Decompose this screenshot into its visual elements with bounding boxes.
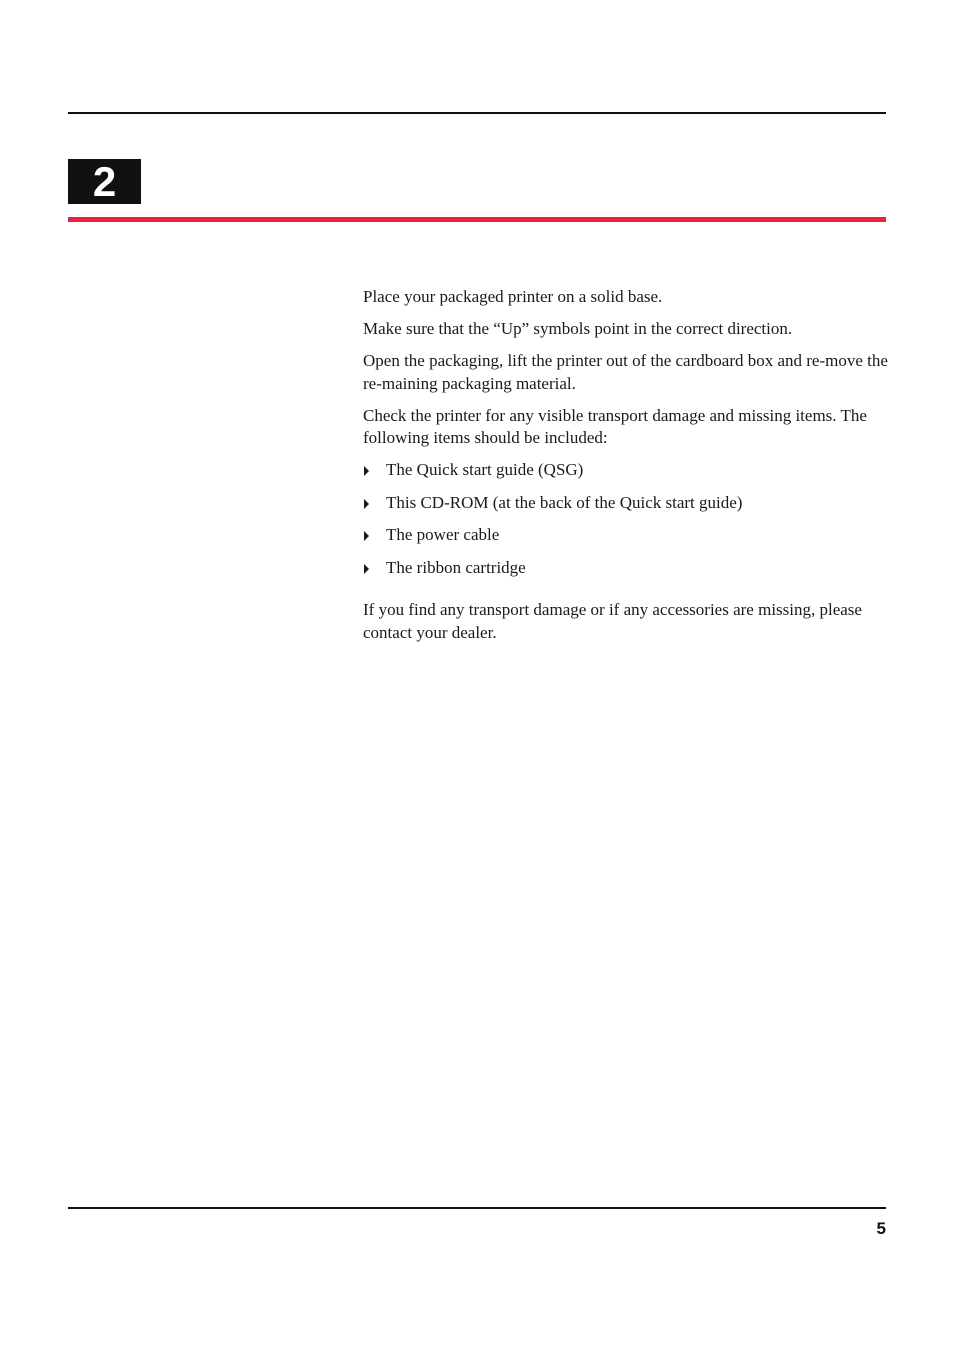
list-item	[363, 557, 888, 580]
paragraph-place-printer: Place your packaged printer on a solid base.	[363, 287, 663, 306]
included-items-list	[363, 459, 888, 579]
paragraph-open-packaging: Open the packaging, lift the printer out of the cardboard box and re-move the re-maining packaging material.	[363, 351, 888, 393]
list-item	[363, 524, 888, 547]
triangle-bullet-icon	[364, 466, 369, 476]
list-item	[363, 459, 888, 482]
footer-rule	[68, 1207, 886, 1209]
triangle-bullet-icon	[364, 564, 369, 574]
triangle-bullet-icon	[364, 531, 369, 541]
header-rule	[68, 112, 886, 114]
paragraph-contact-dealer: If you find any transport damage or if any accessories are missing, please contact your dealer.	[363, 600, 862, 642]
chapter-number-box	[68, 159, 141, 204]
list-item-label: This CD-ROM (at the back of the Quick start guide)	[386, 492, 743, 512]
triangle-bullet-icon	[364, 499, 369, 509]
page-number: 5	[876, 1219, 886, 1238]
paragraph-check-damage: Check the printer for any visible transport damage and missing items. The following items should be included:	[363, 405, 867, 447]
list-item	[363, 492, 888, 515]
paragraph-up-symbols: Make sure that the “Up” symbols point in the correct direction.	[363, 319, 793, 338]
chapter-accent-rule	[68, 217, 886, 222]
chapter-number: 2	[92, 158, 117, 205]
main-content	[363, 286, 888, 654]
list-item-label: The power cable	[386, 525, 500, 544]
list-item-label: The Quick start guide (QSG)	[386, 460, 584, 479]
list-item-label: The ribbon cartridge	[386, 557, 526, 577]
